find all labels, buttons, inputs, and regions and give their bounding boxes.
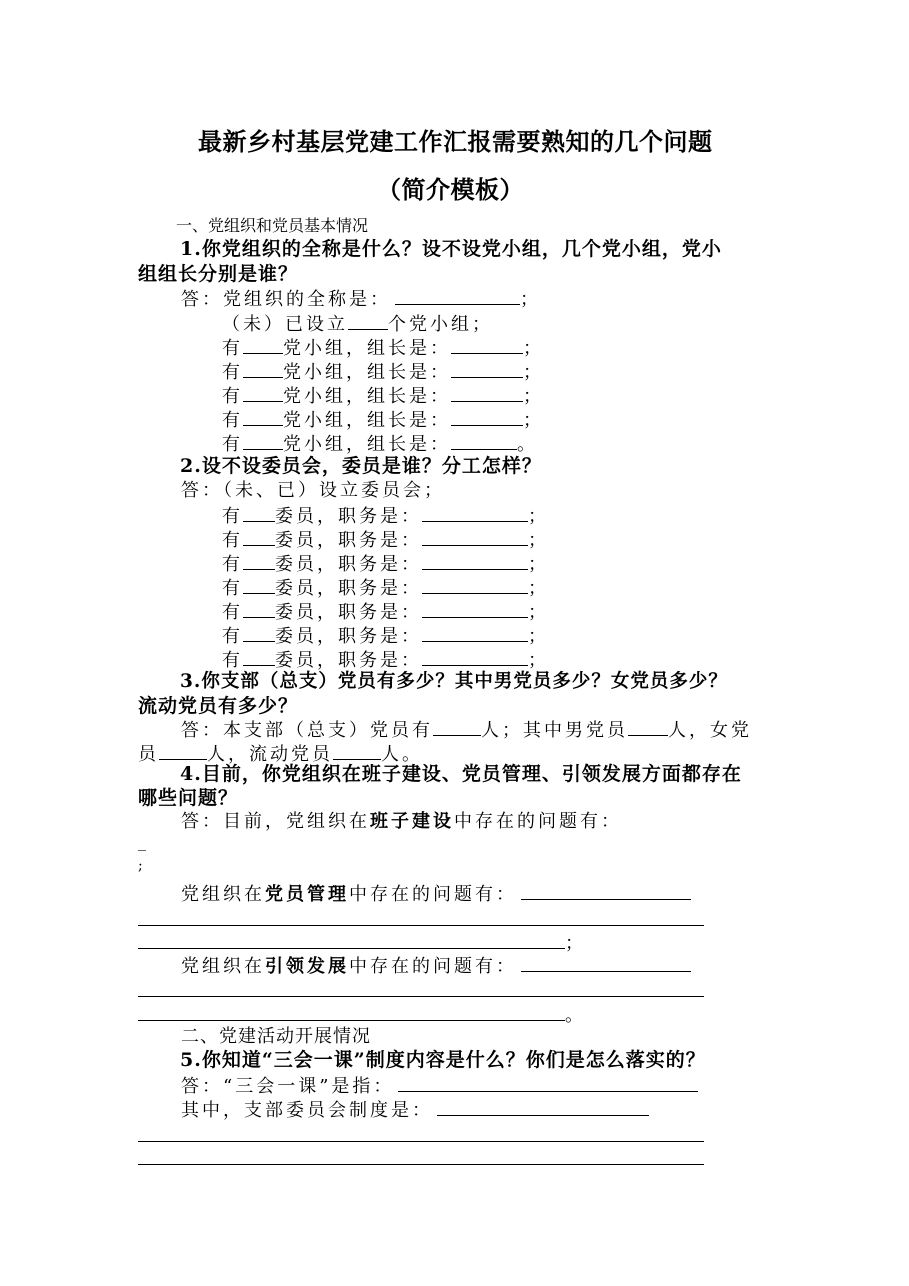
blank-field[interactable] — [451, 338, 523, 354]
answer-bold-text: 引领发展 — [265, 956, 349, 977]
answer-text: （未）已设立 — [222, 314, 348, 335]
blank-field[interactable] — [628, 720, 668, 736]
question-4-line-1: 4.目前，你党组织在班子建设、党员管理、引领发展方面都存在 — [180, 763, 742, 785]
punct: 。 — [565, 1005, 586, 1026]
answer-text: 党小组，组长是： — [283, 410, 451, 431]
answer-text: 人，女党 — [668, 720, 752, 741]
q1-group-row — [222, 386, 544, 406]
q2-member-row — [222, 554, 549, 574]
q2-member-row — [222, 626, 549, 646]
dash-mark: _ — [138, 832, 146, 851]
answer-text: 委员，职务是： — [275, 530, 422, 551]
document-title: 最新乡村基层党建工作汇报需要熟知的几个问题 — [198, 127, 713, 156]
blank-field[interactable] — [243, 386, 283, 402]
question-3-line-1: 3.你支部（总支）党员有多少？其中男党员多少？女党员多少？ — [180, 671, 728, 692]
answer-text: 有 — [222, 626, 243, 647]
blank-field[interactable] — [243, 506, 275, 522]
section-heading-2: 二、党建活动开展情况 — [181, 1026, 371, 1047]
question-5-line-1: 5.你知道“三会一课”制度内容是什么？你们是怎么落实的？ — [180, 1049, 706, 1071]
punct: ； — [528, 554, 549, 575]
q1-group-row — [222, 362, 544, 382]
answer-text: 人，流动党员 — [207, 744, 333, 765]
answer-blank-line[interactable] — [138, 925, 704, 926]
answer-text: 党小组，组长是： — [283, 434, 451, 455]
q3-answer-line-2 — [138, 744, 423, 764]
blank-field[interactable] — [422, 554, 528, 570]
answer-text: 党小组，组长是： — [283, 386, 451, 407]
answer-text: 党组织在 — [181, 956, 265, 977]
q1-answer-groups — [222, 314, 493, 334]
punct: ； — [528, 650, 549, 671]
q5-committee — [181, 1100, 649, 1120]
punct: ； — [528, 626, 549, 647]
blank-field[interactable] — [243, 530, 275, 546]
answer-blank-line[interactable] — [138, 1020, 565, 1021]
blank-field[interactable] — [333, 744, 381, 760]
punct: ； — [523, 386, 544, 407]
blank-field[interactable] — [422, 626, 528, 642]
punct: ； — [528, 530, 549, 551]
answer-blank-line[interactable] — [138, 948, 565, 949]
punct: ； — [520, 289, 541, 310]
answer-text: 有 — [222, 530, 243, 551]
punct: ； — [528, 578, 549, 599]
answer-text: 有 — [222, 602, 243, 623]
blank-field[interactable] — [422, 506, 528, 522]
blank-field[interactable] — [422, 602, 528, 618]
semicolon-mark: ; — [138, 858, 143, 874]
blank-field[interactable] — [243, 602, 275, 618]
punct: 。 — [517, 434, 538, 455]
answer-text: 答：目前，党组织在 — [181, 811, 370, 832]
blank-field[interactable] — [422, 650, 528, 666]
answer-text: 有 — [222, 386, 243, 407]
blank-field[interactable] — [243, 554, 275, 570]
answer-text: 有 — [222, 338, 243, 359]
punct: ； — [523, 338, 544, 359]
answer-blank-line[interactable] — [138, 1164, 704, 1165]
answer-text: 委员，职务是： — [275, 650, 422, 671]
q2-member-row — [222, 602, 549, 622]
answer-text: 委员，职务是： — [275, 626, 422, 647]
punct: ； — [528, 602, 549, 623]
answer-bold-text: 党员管理 — [265, 884, 349, 905]
question-1-line-1: 1.你党组织的全称是什么？设不设党小组，几个党小组，党小 — [180, 238, 722, 260]
answer-blank-line[interactable] — [138, 996, 704, 997]
blank-field[interactable] — [243, 410, 283, 426]
answer-text: 党小组，组长是： — [283, 362, 451, 383]
answer-text: 有 — [222, 578, 243, 599]
q4-answer-team — [181, 813, 622, 831]
q2-answer: 答：（未、已）设立委员会； — [181, 480, 445, 501]
q3-answer-line-1 — [181, 720, 752, 740]
answer-text: 其中，支部委员会制度是： — [181, 1100, 433, 1121]
punct: ； — [523, 410, 544, 431]
blank-field[interactable] — [159, 744, 207, 760]
punct: ； — [523, 362, 544, 383]
answer-text: 委员，职务是： — [275, 554, 422, 575]
q1-answer-full-name — [181, 289, 541, 309]
answer-text: 人。 — [381, 744, 423, 765]
q4-answer-development — [181, 956, 691, 976]
blank-field[interactable] — [422, 578, 528, 594]
q1-group-row — [222, 434, 538, 454]
blank-field[interactable] — [398, 1076, 698, 1092]
blank-field[interactable] — [451, 386, 523, 402]
blank-field[interactable] — [451, 362, 523, 378]
answer-text: 委员，职务是： — [275, 602, 422, 623]
blank-field[interactable] — [243, 650, 275, 666]
blank-field[interactable] — [451, 434, 517, 450]
answer-text: 委员，职务是： — [275, 506, 422, 527]
q2-member-row — [222, 530, 549, 550]
blank-field[interactable] — [437, 1100, 649, 1116]
document-subtitle: （简介模板） — [377, 175, 524, 204]
answer-text: 个党小组； — [388, 314, 493, 335]
answer-text: 中存在的问题有： — [454, 811, 622, 832]
blank-field[interactable] — [521, 884, 691, 900]
blank-field[interactable] — [395, 289, 520, 305]
q2-member-row — [222, 578, 549, 598]
blank-field[interactable] — [348, 314, 388, 330]
answer-label: 答：党组织的全称是： — [181, 289, 391, 310]
question-1-line-2: 组组长分别是谁？ — [138, 263, 299, 285]
section-heading-1: 一、党组织和党员基本情况 — [176, 216, 369, 235]
punct: ； — [565, 933, 586, 954]
answer-text: 中存在的问题有： — [349, 884, 517, 905]
q1-group-row — [222, 338, 544, 358]
q2-member-row — [222, 506, 549, 526]
blank-field[interactable] — [243, 434, 283, 450]
answer-text: 有 — [222, 434, 243, 455]
answer-bold-text: 班子建设 — [370, 811, 454, 832]
question-4-line-2: 哪些问题？ — [138, 787, 239, 809]
answer-text: 有 — [222, 554, 243, 575]
punct: ； — [528, 506, 549, 527]
q2-member-row — [222, 650, 549, 670]
answer-text: 答：本支部（总支）党员有 — [181, 720, 433, 741]
q5-answer — [181, 1076, 698, 1096]
question-3-line-2: 流动党员有多少？ — [138, 695, 299, 717]
blank-field[interactable] — [243, 362, 283, 378]
answer-text: 有 — [222, 506, 243, 527]
answer-text: 中存在的问题有： — [349, 956, 517, 977]
answer-text: 有 — [222, 650, 243, 671]
answer-text: 委员，职务是： — [275, 578, 422, 599]
answer-text: 党组织在 — [181, 884, 265, 905]
blank-field[interactable] — [422, 530, 528, 546]
answer-blank-line[interactable] — [138, 1141, 704, 1142]
q1-group-row — [222, 410, 544, 430]
blank-field[interactable] — [451, 410, 523, 426]
blank-field[interactable] — [243, 626, 275, 642]
answer-text: 员 — [138, 744, 159, 765]
answer-text: 人；其中男党员 — [481, 720, 628, 741]
blank-field[interactable] — [433, 720, 481, 736]
question-2-line-1: 2.设不设委员会，委员是谁？分工怎样？ — [180, 455, 542, 477]
answer-text: 党小组，组长是： — [283, 338, 451, 359]
answer-text: 有 — [222, 410, 243, 431]
blank-field[interactable] — [243, 338, 283, 354]
q4-answer-members — [181, 884, 691, 904]
blank-field[interactable] — [521, 956, 691, 972]
blank-field[interactable] — [243, 578, 275, 594]
answer-text: 答：“三会一课”是指： — [181, 1076, 395, 1097]
answer-text: 有 — [222, 362, 243, 383]
